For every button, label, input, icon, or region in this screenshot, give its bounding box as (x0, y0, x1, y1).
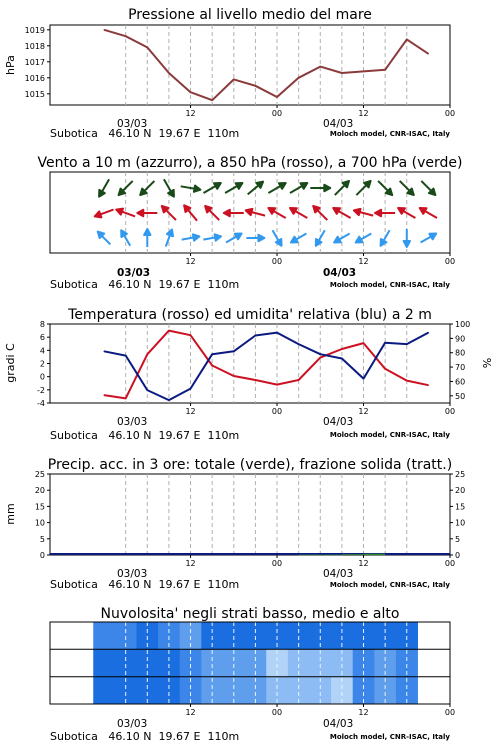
temperature-y-tick-label-3: 2 (39, 359, 45, 369)
wind-panel (37, 155, 462, 291)
cloud-date-2: 04/03 (323, 718, 354, 730)
precipitation-bar-12 (364, 554, 386, 555)
temperature-x-ticks (185, 403, 455, 416)
temperature-plot-frame (50, 324, 450, 403)
humidity-y-label: % (481, 357, 494, 369)
pressure-point-10 (320, 66, 321, 67)
humidity-y-tick-label-0: 50 (455, 391, 466, 401)
precipitation-grid (126, 474, 407, 555)
temperature-point-11 (341, 348, 342, 349)
wind-10m-arrow-15 (421, 234, 437, 243)
cloud-location: Subotica 46.10 N 19.67 E 110m (50, 730, 240, 743)
temperature-point-10 (320, 357, 321, 358)
pressure-series (103, 29, 429, 101)
precipitation-y-label: mm (4, 503, 17, 525)
humidity-point-7 (255, 335, 256, 336)
pressure-point-6 (233, 79, 234, 80)
cloud-cell-medio-0 (93, 649, 115, 677)
cloud-x-tick-label-2: 12 (358, 708, 369, 717)
wind-700hpa-arrow-7 (248, 182, 263, 195)
temperature-y-tick-label-1: -2 (37, 385, 45, 395)
precipitation-y-right-tick-label-1: 5 (455, 534, 461, 544)
temperature-point-0 (103, 395, 104, 396)
temperature-x-tick-label-2: 12 (358, 407, 369, 416)
cloud-heatmap (93, 622, 418, 704)
pressure-grid (126, 25, 407, 105)
pressure-point-13 (385, 69, 386, 70)
wind-10m-arrow-8 (273, 230, 282, 246)
wind-700hpa-arrow-6 (225, 183, 242, 193)
precipitation-bar-10 (320, 555, 342, 556)
precipitation-location: Subotica 46.10 N 19.67 E 110m (50, 578, 240, 591)
wind-10m-arrow-14 (404, 229, 410, 247)
precipitation-bars (50, 554, 450, 555)
humidity-point-12 (363, 378, 364, 379)
wind-700hpa-arrow-8 (268, 183, 285, 193)
temperature-point-13 (385, 368, 386, 369)
wind-title: Vento a 10 m (azzurro), a 850 hPa (rosso), a 700 hPa (verde) (37, 155, 463, 171)
pressure-line (104, 30, 428, 100)
humidity-point-13 (385, 342, 386, 343)
temperature-point-5 (212, 365, 213, 366)
temperature-y-tick-label-0: -4 (37, 399, 45, 408)
pressure-x-tick-label-1: 00 (271, 109, 283, 118)
humidity-point-4 (190, 388, 191, 389)
precipitation-y-right-tick-label-3: 15 (455, 502, 466, 512)
wind-10m-arrow-13 (381, 230, 390, 246)
pressure-point-0 (103, 29, 104, 30)
humidity-y-tick-label-5: 100 (455, 320, 471, 329)
pressure-y-tick-label-1: 1016 (24, 73, 45, 83)
pressure-plot-frame (50, 25, 450, 105)
pressure-y-tick-label-4: 1019 (24, 25, 45, 35)
pressure-y-label: hPa (4, 55, 17, 75)
pressure-point-5 (212, 100, 213, 101)
pressure-date-2: 04/03 (323, 118, 354, 130)
humidity-y-tick-label-2: 70 (455, 363, 466, 373)
humidity-point-15 (428, 332, 429, 333)
humidity-point-6 (233, 351, 234, 352)
humidity-y-tick-label-4: 90 (455, 334, 466, 344)
temperature-point-1 (125, 398, 126, 399)
temperature-y-tick-label-2: 0 (39, 372, 45, 382)
temperature-y-tick-label-4: 4 (39, 346, 45, 356)
wind-700hpa-arrow-14 (400, 181, 414, 195)
pressure-y-tick-label-3: 1018 (24, 41, 45, 51)
wind-10m-arrow-10 (316, 230, 325, 246)
wind-x-ticks (185, 253, 455, 266)
precipitation-y-tick-label-1: 5 (39, 534, 45, 544)
humidity-point-11 (341, 358, 342, 359)
wind-model-credit: Moloch model, CNR-ISAC, Italy (329, 281, 450, 289)
wind-date-2: 04/03 (323, 267, 357, 279)
wind-x-tick-label-1: 00 (271, 257, 283, 266)
precipitation-x-ticks (185, 555, 455, 568)
temperature-line (104, 331, 428, 399)
precipitation-y-right-tick-label-5: 25 (455, 470, 466, 479)
precipitation-y-tick-label-5: 25 (34, 470, 45, 479)
precipitation-y-ticks (35, 470, 50, 560)
temperature-point-15 (428, 385, 429, 386)
cloud-cover-panel (50, 606, 455, 743)
temperature-y-tick-label-6: 8 (39, 320, 45, 329)
precipitation-y-ticks-right (450, 470, 465, 560)
wind-location: Subotica 46.10 N 19.67 E 110m (50, 278, 240, 291)
pressure-point-12 (363, 71, 364, 72)
cloud-cell-alto-0 (93, 622, 115, 650)
wind-10m-arrow-6 (226, 234, 242, 243)
cloud-title: Nuvolosita' negli strati basso, medio e alto (100, 606, 400, 622)
humidity-point-2 (147, 389, 148, 390)
cloud-x-tick-label-0: 12 (185, 708, 196, 717)
temperature-point-8 (276, 384, 277, 385)
cloud-model-credit: Moloch model, CNR-ISAC, Italy (329, 733, 450, 741)
humidity-point-9 (298, 344, 299, 345)
wind-700hpa-arrow-0 (99, 179, 109, 196)
precipitation-plot-frame (50, 474, 450, 555)
precipitation-title: Precip. acc. in 3 ore: totale (verde), frazione solida (tratt.) (47, 457, 453, 473)
temperature-date-2: 04/03 (323, 416, 354, 428)
precipitation-x-tick-label-1: 00 (271, 559, 283, 568)
precipitation-y-right-tick-label-0: 0 (455, 551, 461, 560)
precipitation-x-tick-label-2: 12 (358, 559, 369, 568)
precipitation-bar-9 (299, 555, 321, 556)
wind-850hpa-arrow-15 (420, 208, 437, 218)
wind-700hpa-arrow-2 (140, 181, 154, 195)
precipitation-y-right-tick-label-2: 10 (455, 518, 466, 528)
wind-10m-arrow-2 (144, 229, 150, 247)
temperature-title: Temperatura (rosso) ed umidita' relativa (blu) a 2 m (68, 307, 432, 323)
pressure-point-11 (341, 72, 342, 73)
temperature-y-tick-label-5: 6 (39, 333, 45, 343)
humidity-point-8 (276, 332, 277, 333)
wind-10m-arrow-0 (98, 232, 111, 245)
wind-700hpa-arrow-9 (290, 183, 307, 193)
temperature-grid (126, 324, 407, 403)
wind-date-1: 03/03 (117, 267, 151, 279)
humidity-y-tick-label-3: 80 (455, 348, 466, 358)
wind-arrows (95, 179, 437, 247)
temperature-x-tick-label-3: 00 (444, 407, 456, 416)
temperature-point-6 (233, 375, 234, 376)
cloud-cell-basso-0 (93, 677, 115, 705)
temperature-location: Subotica 46.10 N 19.67 E 110m (50, 429, 240, 442)
precipitation-x-tick-label-3: 00 (444, 559, 456, 568)
pressure-point-9 (298, 77, 299, 78)
humidity-line (104, 333, 428, 401)
cloud-x-tick-label-1: 00 (271, 708, 283, 717)
temperature-humidity-series (103, 330, 429, 401)
temperature-point-14 (406, 380, 407, 381)
precipitation-y-right-tick-label-4: 20 (455, 486, 466, 496)
precipitation-panel (4, 457, 465, 591)
pressure-x-ticks (185, 105, 455, 118)
wind-10m-arrow-12 (356, 234, 372, 243)
cloud-x-tick-label-3: 00 (444, 708, 456, 717)
temperature-model-credit: Moloch model, CNR-ISAC, Italy (329, 431, 450, 439)
temperature-point-7 (255, 379, 256, 380)
pressure-model-credit: Moloch model, CNR-ISAC, Italy (329, 130, 450, 138)
wind-10m-arrow-9 (291, 234, 307, 243)
humidity-point-0 (103, 351, 104, 352)
pressure-point-15 (428, 53, 429, 54)
pressure-x-tick-label-3: 00 (444, 109, 456, 118)
precipitation-y-tick-label-2: 10 (34, 518, 45, 528)
pressure-point-8 (276, 96, 277, 97)
pressure-date-1: 03/03 (117, 118, 148, 130)
pressure-point-14 (406, 39, 407, 40)
precipitation-date-1: 03/03 (117, 568, 148, 580)
pressure-y-tick-label-2: 1017 (24, 57, 45, 67)
pressure-panel (4, 7, 455, 140)
humidity-point-14 (406, 344, 407, 345)
wind-x-tick-label-2: 12 (358, 257, 369, 266)
temperature-point-9 (298, 379, 299, 380)
temperature-date-1: 03/03 (117, 416, 148, 428)
wind-10m-arrow-11 (334, 234, 350, 243)
pressure-title: Pressione al livello medio del mare (128, 7, 372, 23)
pressure-point-4 (190, 92, 191, 93)
humidity-y-tick-label-1: 60 (455, 377, 466, 387)
wind-x-tick-label-3: 00 (444, 257, 456, 266)
pressure-x-tick-label-2: 12 (358, 109, 369, 118)
temperature-point-2 (147, 354, 148, 355)
temperature-point-3 (168, 330, 169, 331)
humidity-point-10 (320, 354, 321, 355)
wind-700hpa-arrow-10 (310, 185, 330, 191)
wind-700hpa-arrow-11 (335, 181, 349, 195)
wind-700hpa-arrow-5 (204, 183, 221, 193)
humidity-point-1 (125, 355, 126, 356)
precipitation-x-tick-label-0: 12 (185, 559, 196, 568)
wind-700hpa-arrow-1 (119, 181, 133, 195)
wind-x-tick-label-0: 12 (185, 257, 196, 266)
humidity-point-3 (168, 400, 169, 401)
wind-700hpa-arrow-12 (356, 181, 370, 195)
pressure-point-1 (125, 36, 126, 37)
pressure-location: Subotica 46.10 N 19.67 E 110m (50, 127, 240, 140)
pressure-y-ticks (25, 26, 50, 99)
cloud-x-ticks (185, 704, 455, 717)
pressure-y-tick-label-0: 1015 (24, 89, 45, 99)
pressure-x-tick-label-0: 12 (185, 109, 196, 118)
precipitation-y-tick-label-3: 15 (34, 502, 45, 512)
pressure-point-7 (255, 85, 256, 86)
temperature-point-4 (190, 335, 191, 336)
pressure-point-3 (168, 72, 169, 73)
wind-850hpa-arrow-0 (95, 210, 114, 218)
wind-700hpa-arrow-15 (421, 181, 435, 195)
wind-700hpa-arrow-13 (378, 181, 392, 195)
cloud-date-1: 03/03 (117, 718, 148, 730)
temperature-x-tick-label-1: 00 (271, 407, 283, 416)
temperature-y-ticks (37, 320, 50, 408)
wind-850hpa-arrow-4 (184, 205, 197, 220)
humidity-y-ticks (450, 320, 470, 401)
temperature-humidity-panel (4, 307, 494, 442)
precipitation-y-tick-label-0: 0 (39, 551, 45, 560)
humidity-point-5 (212, 354, 213, 355)
precipitation-date-2: 04/03 (323, 568, 354, 580)
precipitation-bar-11 (342, 554, 364, 555)
temperature-y-label: gradi C (4, 343, 17, 383)
precipitation-y-tick-label-4: 20 (34, 486, 45, 496)
precipitation-model-credit: Moloch model, CNR-ISAC, Italy (329, 581, 450, 589)
pressure-point-2 (147, 47, 148, 48)
temperature-x-tick-label-0: 12 (185, 407, 196, 416)
temperature-point-12 (363, 342, 364, 343)
